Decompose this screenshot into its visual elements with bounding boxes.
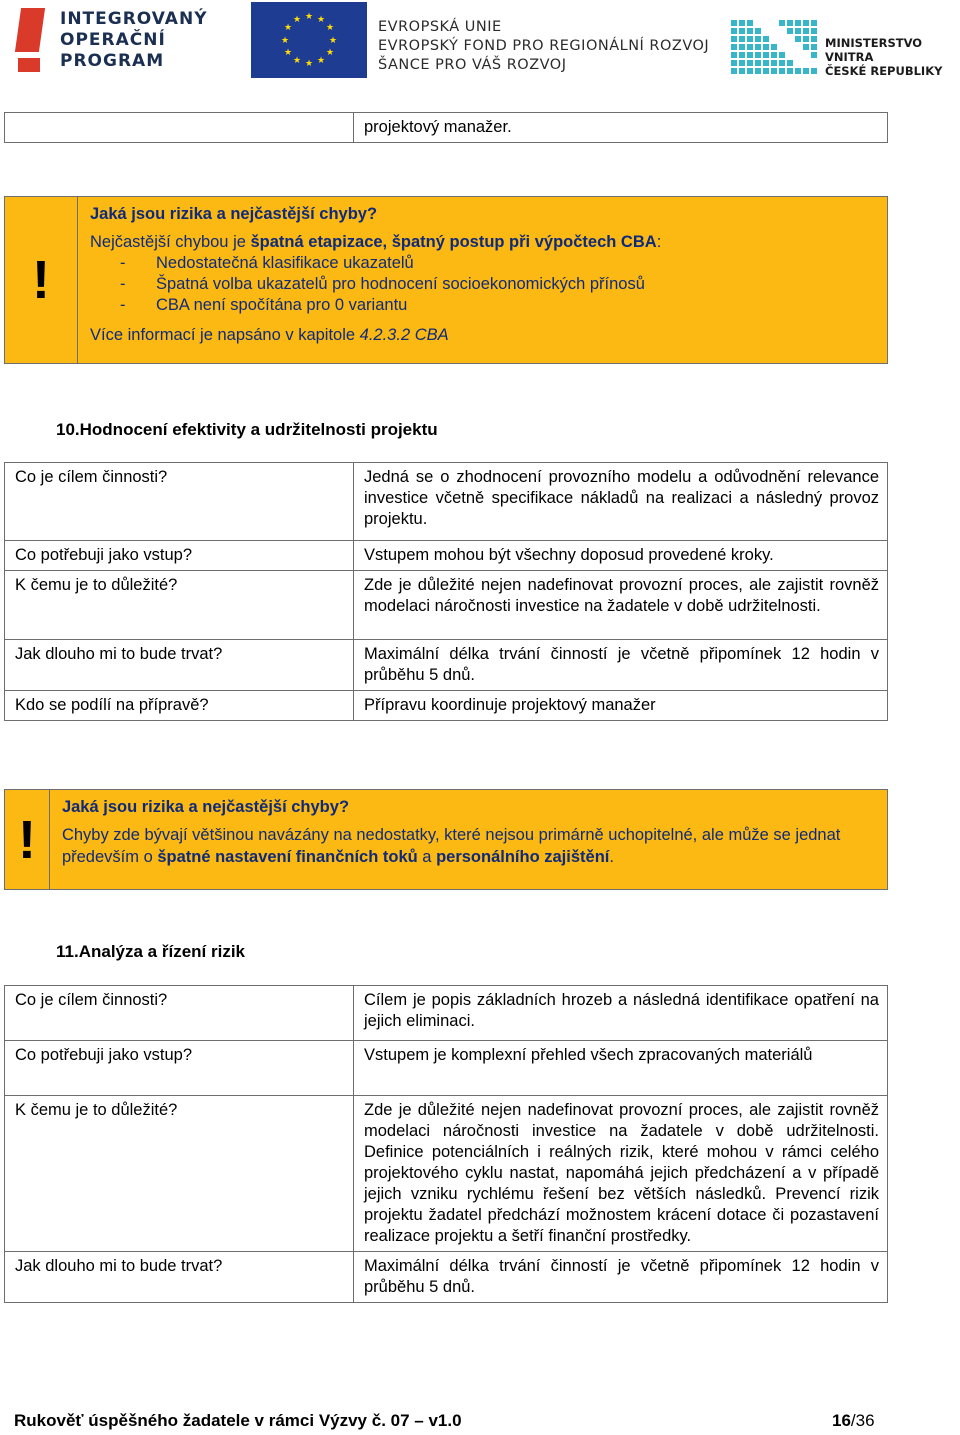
list-dash: - — [120, 254, 126, 272]
list-item — [120, 253, 661, 274]
svg-text:★: ★ — [328, 36, 338, 46]
table-row — [5, 463, 888, 541]
warning-exclamation-icon: ! — [5, 790, 50, 889]
risk-box-2 — [4, 789, 888, 890]
section-11-table — [4, 985, 888, 1303]
answer-cell: Zde je důležité nejen nadefinovat provozní proces, ale zajistit rovněž modelaci náročnosti investice na žadatele v době udržitelnosti. — [354, 571, 888, 640]
question-cell: Co potřebuji jako vstup? — [5, 1041, 354, 1096]
table-row — [5, 986, 888, 1041]
empty-question-cell — [5, 113, 354, 143]
risk-text — [62, 824, 877, 868]
risk-box-2-body — [50, 790, 887, 889]
risk-list — [120, 253, 661, 316]
risk-text-3: . — [609, 848, 614, 866]
risk-intro-end: : — [656, 233, 662, 251]
top-continuation-table — [4, 112, 888, 143]
section-10-table — [4, 462, 888, 721]
eu-line-2: EVROPSKÝ FOND PRO REGIONÁLNÍ ROZVOJ — [378, 38, 710, 54]
eu-fund-text — [378, 18, 709, 75]
section-10-heading — [56, 420, 438, 440]
risk-intro-bold: špatná etapizace, špatný postup při výpočtech CBA — [250, 233, 657, 251]
risk-text-2: a — [417, 848, 437, 866]
risk-more-text: Více informací je napsáno v kapitole — [90, 326, 360, 344]
ministry-line-2: ČESKÉ REPUBLIKY — [825, 64, 943, 78]
eu-line-3: ŠANCE PRO VÁŠ ROZVOJ — [378, 57, 567, 73]
question-cell: K čemu je to důležité? — [5, 1096, 354, 1252]
svg-text:★: ★ — [325, 48, 335, 58]
risk-bold-1: špatné nastavení finančních toků — [157, 848, 418, 866]
iop-line-2: OPERAČNÍ — [60, 29, 166, 50]
risk-intro — [90, 231, 661, 253]
table-row — [5, 1096, 888, 1252]
section-title: Analýza a řízení rizik — [78, 942, 245, 961]
risk-more-info — [90, 324, 661, 346]
question-cell: Kdo se podílí na přípravě? — [5, 691, 354, 721]
answer-cell: Přípravu koordinuje projektový manažer — [354, 691, 888, 721]
table-row — [5, 541, 888, 571]
list-item — [120, 295, 661, 316]
svg-text:★: ★ — [292, 15, 302, 25]
svg-text:★: ★ — [325, 23, 335, 33]
eu-line-1: EVROPSKÁ UNIE — [378, 19, 502, 35]
iop-exclamation-mark-icon — [12, 4, 52, 76]
answer-cell: Vstupem je komplexní přehled všech zpracovaných materiálů — [354, 1041, 888, 1096]
question-cell: Co je cílem činnosti? — [5, 463, 354, 541]
risk-heading: Jaká jsou rizika a nejčastější chyby? — [61, 798, 350, 816]
table-row — [5, 640, 888, 691]
current-page: 16 — [832, 1411, 851, 1430]
section-title: Hodnocení efektivity a udržitelnosti projektu — [79, 420, 438, 439]
question-cell: Co je cílem činnosti? — [5, 986, 354, 1041]
answer-cell: Jedná se o zhodnocení provozního modelu a odůvodnění relevance investice včetně specifikace nákladů na realizaci a následný provoz projektu. — [354, 463, 888, 541]
answer-cell: Maximální délka trvání činností je včetně připomínek 12 hodin v průběhu 5 dnů. — [354, 1252, 888, 1303]
list-item — [120, 274, 661, 295]
question-cell: Co potřebuji jako vstup? — [5, 541, 354, 571]
question-cell: Jak dlouho mi to bude trvat? — [5, 1252, 354, 1303]
risk-intro-text: Nejčastější chybou je — [90, 233, 251, 251]
iop-logo-text — [60, 9, 208, 72]
eu-flag-icon — [251, 2, 367, 78]
svg-text:★: ★ — [280, 36, 290, 46]
ministry-name — [825, 36, 960, 78]
ministry-line-1: MINISTERSTVO VNITRA — [825, 36, 923, 64]
table-row — [5, 571, 888, 640]
page-number — [832, 1411, 875, 1431]
svg-text:★: ★ — [283, 48, 293, 58]
question-cell: K čemu je to důležité? — [5, 571, 354, 640]
iop-line-1: INTEGROVANÝ — [60, 8, 208, 29]
list-item-text: Nedostatečná klasifikace ukazatelů — [156, 254, 414, 272]
list-item-text: Špatná volba ukazatelů pro hodnocení socioekonomických přínosů — [156, 275, 645, 293]
list-dash: - — [120, 296, 126, 314]
table-row — [5, 1041, 888, 1096]
risk-box-1 — [4, 196, 888, 364]
svg-text:★: ★ — [304, 59, 314, 69]
answer-cell: Maximální délka trvání činností je včetně připomínek 12 hodin v průběhu 5 dnů. — [354, 640, 888, 691]
risk-bold-2: personálního zajištění — [436, 848, 610, 866]
risk-text-1: Chyby zde bývají většinou navázány na nedostatky, které nejsou primárně uchopitelné, ale může se jednat především o — [61, 826, 841, 866]
section-11-heading — [56, 942, 245, 962]
svg-text:★: ★ — [283, 23, 293, 33]
risk-heading: Jaká jsou rizika a nejčastější chyby? — [90, 205, 378, 223]
answer-cell: projektový manažer. — [354, 113, 888, 143]
svg-text:★: ★ — [292, 56, 302, 66]
list-dash: - — [120, 275, 126, 293]
list-item-text: CBA není spočítána pro 0 variantu — [156, 296, 408, 314]
answer-cell: Vstupem mohou být všechny doposud provedené kroky. — [354, 541, 888, 571]
section-number: 10. — [56, 420, 80, 439]
footer-title: Rukověť úspěšného žadatele v rámci Výzvy č. 07 – v1.0 — [14, 1411, 462, 1430]
iop-line-3: PROGRAM — [60, 50, 165, 71]
svg-text:★: ★ — [316, 15, 326, 25]
section-number: 11. — [56, 942, 79, 961]
table-row — [5, 113, 888, 143]
answer-cell: Cílem je popis základních hrozeb a následná identifikace opatření na jejich eliminaci. — [354, 986, 888, 1041]
question-cell: Jak dlouho mi to bude trvat? — [5, 640, 354, 691]
warning-exclamation-icon: ! — [5, 197, 78, 363]
total-pages: /36 — [850, 1411, 875, 1430]
answer-cell: Zde je důležité nejen nadefinovat provozní proces, ale zajistit rovněž modelaci náročnosti investice na žadatele v době udržitelnosti. Definice potenciálních i reálných rizik, které mohou v rámci celého projektového cyklu nastat, napomáhá jejich předcházení a v případě jejich vzniku rychlému řešení bez větších následků. Prevencí rizik projektu žadatel předchází možnostem krácení dotace či pozastavení realizace projektu a šetří finanční prostředky. — [354, 1096, 888, 1252]
iop-logo — [12, 0, 222, 80]
risk-box-1-body — [78, 197, 671, 363]
chapter-reference-link[interactable]: 4.2.3.2 CBA — [359, 326, 449, 344]
svg-text:★: ★ — [304, 12, 314, 22]
table-row — [5, 1252, 888, 1303]
svg-text:★: ★ — [316, 56, 326, 66]
ministry-logo-icon — [731, 14, 819, 76]
table-row — [5, 691, 888, 721]
